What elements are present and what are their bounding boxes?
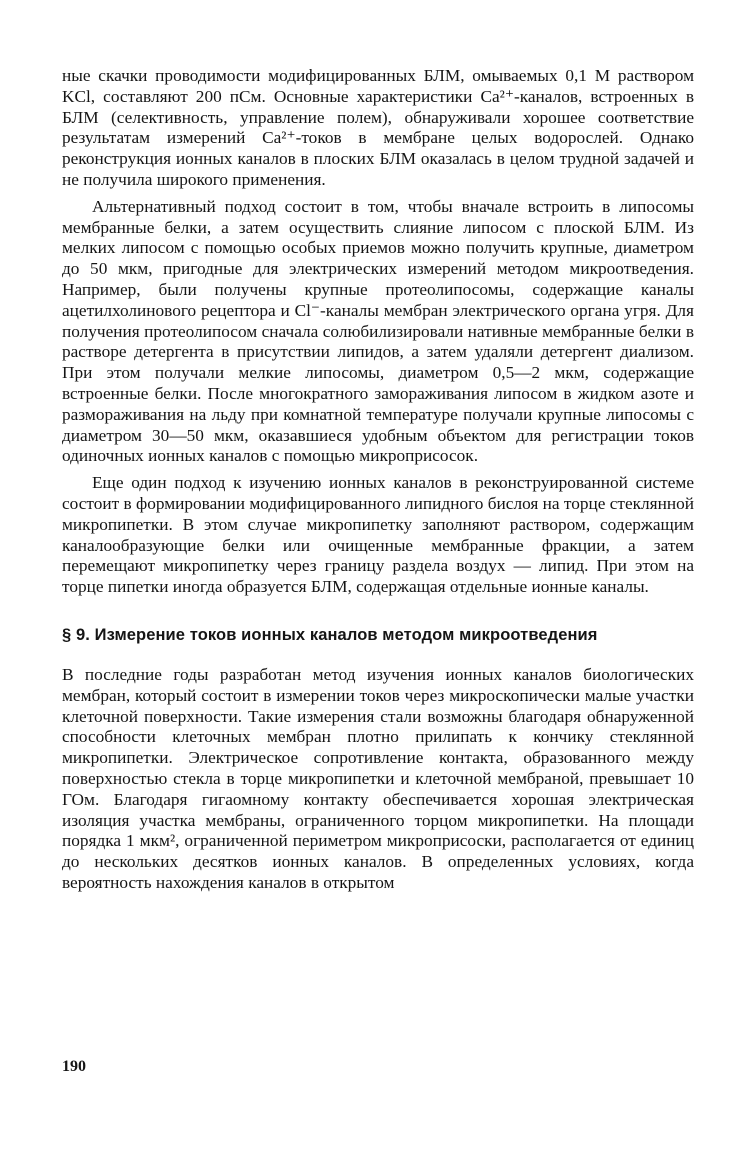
section-heading: § 9. Измерение токов ионных каналов методом микроотведения <box>62 625 598 644</box>
paragraph-liposomes: Альтернативный подход состоит в том, чтобы вначале встроить в липосомы мембранные белки, а затем осуществить слияние липосом с плоской БЛМ. Из мелких липосом с помощью особых приемов можно получить крупные, диаметром до 50 мкм, пригодные для электрических измерений методом микроотведения. Например, были получены крупные протеолипосомы, содержащие каналы ацетилхолинового рецептора и Cl⁻-каналы мембран электрического органа угря. Для получения протеолипосом сначала солюбилизировали нативные мембранные белки в растворе детергента в присутствии липидов, а затем удаляли детергент диализом. При этом получали мелкие липосомы, диаметром 0,5—2 мкм, содержащие встроенные белки. После многократного замораживания липосом в жидком азоте и размораживания на льду при комнатной температуре получали крупные липосомы с диаметром 30—50 мкм, оказавшиеся удобным объектом для регистрации токов одиночных ионных каналов с помощью микроприсосок. <box>62 196 694 466</box>
paragraph-micropipette: Еще один подход к изучению ионных каналов в реконструированной системе состоит в формировании модифицированного липидного бислоя на торце стеклянной микропипетки. В этом случае микропипетку заполняют раствором, содержащим каналообразующие белки или очищенные мембранные фракции, а затем перемещают микропипетку через границу раздела воздух — липид. При этом на торце пипетки иногда образуется БЛМ, содержащая отдельные ионные каналы. <box>62 473 694 597</box>
page-number: 190 <box>62 1058 86 1075</box>
paragraph-patch-clamp: В последние годы разработан метод изучения ионных каналов биологических мембран, который состоит в измерении токов через микроскопически малые участки клеточной поверхности. Такие измерения стали возможны благодаря обнаруженной способности клеточных мембран плотно прилипать к кончику стеклянной микропипетки. Электрическое сопротивление контакта, образованного между поверхностью стекла в торце микропипетки и клеточной мембраной, превышает 10 ГОм. Благодаря гигаомному контакту обеспечивается хорошая электрическая изоляция участка мембраны, ограниченного торцом микропипетки. На площади порядка 1 мкм², ограниченной периметром микроприсоски, располагается от единиц до нескольких десятков ионных каналов. В определенных условиях, когда вероятность нахождения каналов в открытом <box>62 664 694 892</box>
page-body <box>62 66 694 894</box>
paragraph-continuation: ные скачки проводимости модифицированных БЛМ, омываемых 0,1 М раствором KCl, составляют 200 пСм. Основные характеристики Ca²⁺-каналов, встроенных в БЛМ (селективность, управление полем), обнаруживали хорошее соответствие результатам измерений Ca²⁺-токов в мембране целых водорослей. Однако реконструкция ионных каналов в плоских БЛМ оказалась в целом трудной задачей и не получила широкого применения. <box>62 66 694 189</box>
